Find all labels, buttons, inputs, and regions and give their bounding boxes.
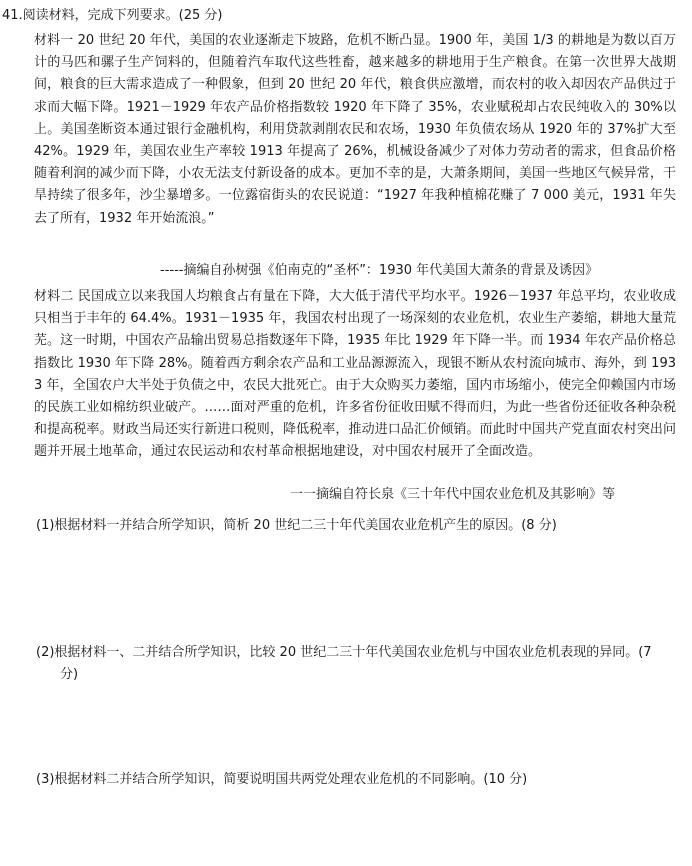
material-two-paragraph: 材料二 民国成立以来我国人均粮食占有量在下降，大大低于清代平均水平。1926－1937 年总平均，农业收成只相当于丰年的 64.4%。1931－1935 年，我国农村出现了一场深刻的农业危机，农业生产萎缩，耕地大量荒芜。这一时期，中国农产品输出贸易总指数逐年下降，1935 年比 1929 年下降一半。而 1934 年农产品价格总指数比 1930 年下降 28%。随着西方剩余农产品和工业品源源流入，现银不断从农村流向城市、海外，到 1933 年，全国农户大半处于负债之中，农民大批死亡。由于大众购买力萎缩，国内市场缩小，使完全仰赖国内市场的民族工业如棉纺织业破产。……面对严重的危机，许多省份征收田赋不得而归，为此一些省份还征收各种杂税和提高税率。财政当局还实行新进口税则，降低税率，推动进口品汇价倾销。而此时中国共产党直面农村突出问题并开展土地革命，通过农民运动和农村革命根据地建设，对中国农村展开了全面改造。 xyxy=(34,289,676,460)
sub-question-2 xyxy=(36,642,684,686)
sub-question-2-line2: 分) xyxy=(60,667,79,682)
question-header: 41.阅读材料，完成下列要求。(25 分) xyxy=(2,8,223,23)
material-one-paragraph: 材料一 20 世纪 20 年代，美国的农业逐渐走下坡路，危机不断凸显。1900 年，美国 1/3 的耕地是为数以百万计的马匹和骡子生产饲料的，但随着汽车取代这些牲畜，越来越多的耕地用于生产粮食。在第一次世界大战期间，粮食的巨大需求造成了一种假象，但到 20 世纪 20 年代，粮食供应激增，而农村的收入却因农产品供过于求而大幅下降。1921－1929 年农产品价格指数较 1920 年下降了 35%，农业赋税却占农民纯收入的 30%以上。美国垄断资本通过银行金融机构，利用贷款剥削农民和农场，1930 年负债农场从 1920 年的 37%扩大至 42%。1929 年，美国农业生产率较 1913 年提高了 26%，机械设备减少了对体力劳动者的需求，但食品价格随着利润的减少而下降，小农无法支付新设备的成本。更加不幸的是，大萧条期间，美国一些地区气候异常，干旱持续了很多年，沙尘暴增多。一位露宿街头的农民说道：“1927 年我种植棉花赚了 7 000 美元，1931 年失去了所有，1932 年开始流浪。” xyxy=(34,33,676,226)
sub-question-1: (1)根据材料一并结合所学知识，简析 20 世纪二三十年代美国农业危机产生的原因。(8 分) xyxy=(36,518,557,533)
material-two-source: 一一摘编自符长泉《三十年代中国农业危机及其影响》等 xyxy=(290,487,616,502)
sub-question-2-line1: (2)根据材料一、二并结合所学知识，比较 20 世纪二三十年代美国农业危机与中国农业危机表现的异同。(7 xyxy=(36,645,652,660)
material-one-source: -----摘编自孙树强《伯南克的“圣杯”：1930 年代美国大萧条的背景及诱因》 xyxy=(160,263,599,278)
sub-question-3: (3)根据材料二并结合所学知识，简要说明国共两党处理农业危机的不同影响。(10 分) xyxy=(36,772,528,787)
